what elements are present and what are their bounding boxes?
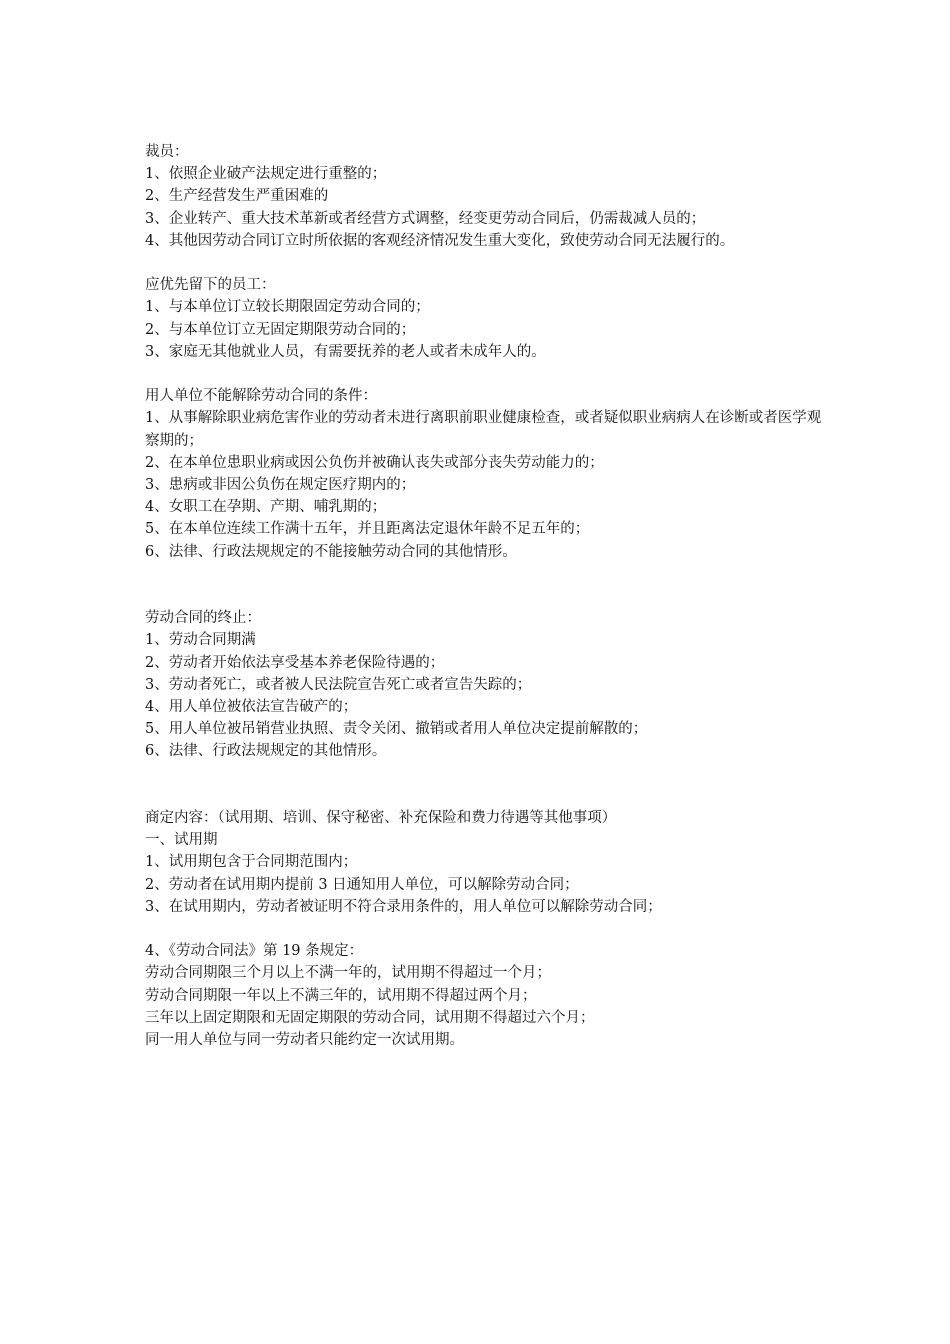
list-item: 劳动合同期限三个月以上不满一年的，试用期不得超过一个月； xyxy=(145,965,551,982)
section-heading: 裁员： xyxy=(145,144,189,160)
list-item: 3、劳动者死亡，或者被人民法院宣告死亡或者宣告失踪的； xyxy=(145,676,532,693)
spacer xyxy=(145,252,825,274)
list-item: 5、在本单位连续工作满十五年，并且距离法定退休年龄不足五年的； xyxy=(145,521,590,538)
section-cannot-terminate xyxy=(145,385,825,563)
section-termination xyxy=(145,607,825,762)
section-subheading: 一、试用期 xyxy=(145,832,218,849)
list-item: 三年以上固定期限和无固定期限的劳动合同，试用期不得超过六个月； xyxy=(145,1009,595,1026)
list-item: 1、劳动合同期满 xyxy=(145,632,256,649)
list-item: 4、其他因劳动合同订立时所依据的客观经济情况发生重大变化，致使劳动合同无法履行的。 xyxy=(145,232,735,249)
list-item: 6、法律、行政法规规定的不能接触劳动合同的其他情形。 xyxy=(145,543,517,560)
list-item: 1、依照企业破产法规定进行重整的； xyxy=(145,166,387,183)
list-item: 2、与本单位订立无固定期限劳动合同的； xyxy=(145,321,416,338)
list-item: 1、试用期包含于合同期范围内； xyxy=(145,854,358,871)
section-heading: 用人单位不能解除劳动合同的条件： xyxy=(145,388,377,405)
list-item: 3、企业转产、重大技术革新或者经营方式调整，经变更劳动合同后，仍需裁减人员的； xyxy=(145,210,706,227)
list-item: 2、在本单位患职业病或因公负伤并被确认丧失或部分丧失劳动能力的； xyxy=(145,454,604,471)
list-item: 1、从事解除职业病危害作业的劳动者未进行离职前职业健康检查，或者疑似职业病病人在诊断或者医学观察期的； xyxy=(145,410,822,449)
list-item: 2、劳动者开始依法享受基本养老保险待遇的； xyxy=(145,654,445,671)
list-item: 同一用人单位与同一劳动者只能约定一次试用期。 xyxy=(145,1032,464,1049)
section-heading: 应优先留下的员工： xyxy=(145,277,276,294)
list-item: 2、生产经营发生严重困难的 xyxy=(145,188,329,205)
section-heading: 劳动合同的终止： xyxy=(145,610,261,627)
list-item: 3、患病或非因公负伤在规定医疗期内的； xyxy=(145,477,416,494)
section-negotiated-content xyxy=(145,807,825,918)
document-body xyxy=(145,141,825,1051)
list-item: 6、法律、行政法规规定的其他情形。 xyxy=(145,743,387,760)
spacer xyxy=(145,563,825,607)
list-item: 1、与本单位订立较长期限固定劳动合同的； xyxy=(145,299,430,316)
list-item: 4、女职工在孕期、产期、哺乳期的； xyxy=(145,499,387,516)
section-heading: 商定内容：（试用期、培训、保守秘密、补充保险和费力待遇等其他事项） xyxy=(145,810,617,827)
section-priority-retention xyxy=(145,274,825,363)
list-item: 3、在试用期内，劳动者被证明不符合录用条件的，用人单位可以解除劳动合同； xyxy=(145,898,662,915)
section-article-19 xyxy=(145,940,825,1051)
list-item: 4、用人单位被依法宣告破产的； xyxy=(145,699,358,716)
section-layoff xyxy=(145,141,825,252)
list-item: 5、用人单位被吊销营业执照、责令关闭、撤销或者用人单位决定提前解散的； xyxy=(145,721,648,738)
spacer xyxy=(145,763,825,807)
spacer xyxy=(145,363,825,385)
list-item: 劳动合同期限一年以上不满三年的，试用期不得超过两个月； xyxy=(145,987,537,1004)
section-heading: 4、《劳动合同法》第 19 条规定： xyxy=(145,943,364,960)
list-item: 2、劳动者在试用期内提前 3 日通知用人单位，可以解除劳动合同； xyxy=(145,876,579,893)
list-item: 3、家庭无其他就业人员，有需要抚养的老人或者未成年人的。 xyxy=(145,343,546,360)
spacer xyxy=(145,918,825,940)
